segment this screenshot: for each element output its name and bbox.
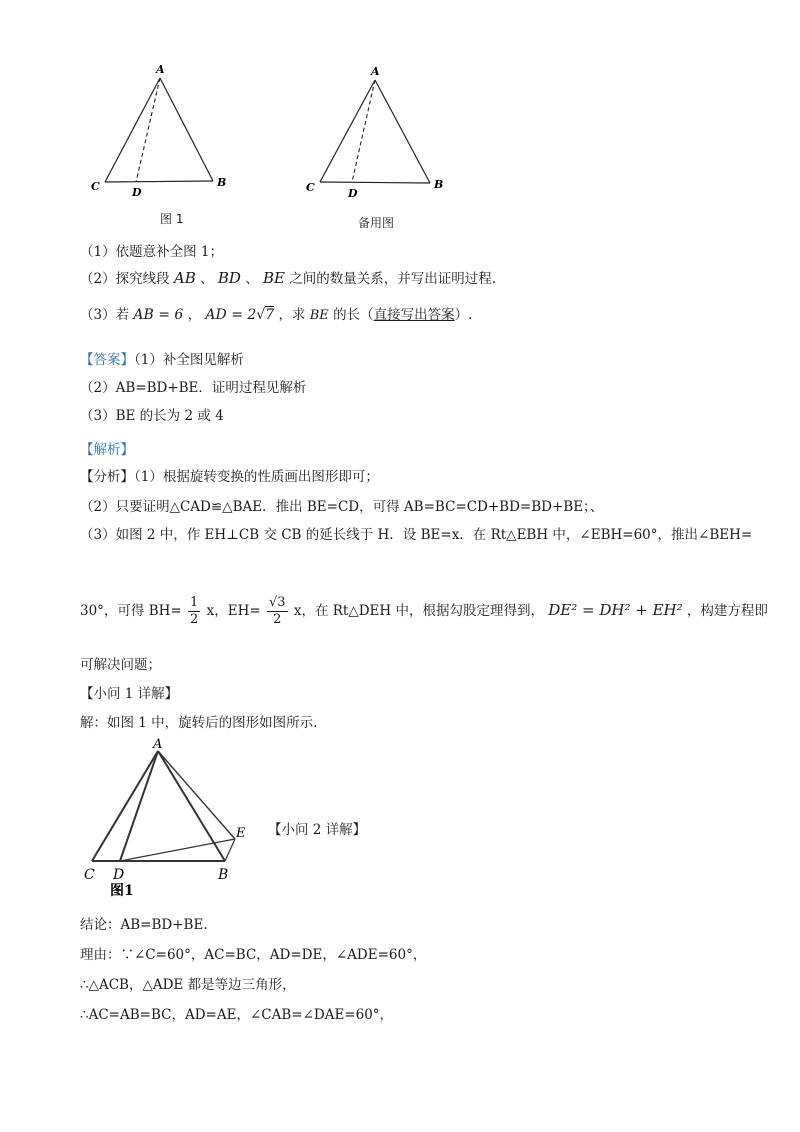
question-3: （3）若 AB = 6 ， AD = 2√7 ，求 BE 的长（直接写出答案）. bbox=[80, 307, 473, 323]
answer-line-1: 【答案】（1）补全图见解析 bbox=[80, 352, 244, 368]
analysis-part-4: 30°，可得 BH= $\frac{1}{2}$ x，EH= $\frac{√3}{2}$ x，在 Rt△DEH 中，根据勾股定理得到， DE² = DH² + EH² ，构建方程即 bbox=[80, 595, 768, 627]
pythagorean-equation: DE² = DH² + EH² bbox=[548, 601, 683, 619]
sub2-conclusion: 结论：AB=BD+BE. bbox=[80, 917, 208, 933]
fig-rot-label-a: A bbox=[153, 737, 163, 752]
fig1-label-d: D bbox=[132, 186, 142, 199]
figure-1 bbox=[85, 55, 250, 205]
fig-rot-label-b: B bbox=[218, 867, 229, 883]
sub1-title: 【小问 1 详解】 bbox=[80, 686, 179, 702]
fig-backup-caption: 备用图 bbox=[358, 216, 395, 230]
fig-rot-label-c: C bbox=[84, 867, 95, 883]
sub2-reason: 理由：∵∠C=60°，AC=BC，AD=DE，∠ADE=60°， bbox=[80, 947, 427, 963]
fig1-label-a: A bbox=[156, 63, 165, 76]
analysis-tag: 【解析】 bbox=[80, 442, 134, 458]
answer-line-2: （2）AB=BD+BE．证明过程见解析 bbox=[80, 380, 307, 396]
analysis-part-2: （2）只要证明△CAD≌△BAE．推出 BE=CD，可得 AB=BC=CD+BD=BD+BE；、 bbox=[80, 499, 604, 515]
fig-rot-label-e: E bbox=[236, 826, 246, 841]
analysis-part-3: （3）如图 2 中，作 EH⊥CB 交 CB 的延长线于 H．设 BE=x．在 Rt△EBH 中，∠EBH=60°，推出∠BEH= bbox=[80, 527, 753, 543]
fig1-caption: 图 1 bbox=[160, 212, 184, 226]
sub1-text: 解：如图 1 中，旋转后的图形如图所示. bbox=[80, 715, 318, 731]
analysis-fenxi: 【分析】（1）根据旋转变换的性质画出图形即可； bbox=[80, 469, 379, 485]
fig1-label-c: C bbox=[91, 180, 100, 193]
sub2-therefore-1: ∴△ACB，△ADE 都是等边三角形， bbox=[80, 977, 296, 993]
fig-backup-label-b: B bbox=[434, 178, 444, 191]
sub2-title: 【小问 2 详解】 bbox=[268, 822, 367, 838]
analysis-part-5: 可解决问题； bbox=[80, 657, 161, 673]
question-1: （1）依题意补全图 1； bbox=[80, 244, 223, 260]
fig-rot-label-d: D bbox=[113, 867, 125, 883]
sub2-therefore-2: ∴AC=AB=BC，AD=AE，∠CAB=∠DAE=60°， bbox=[80, 1007, 394, 1023]
answer-tag: 【答案】 bbox=[80, 352, 134, 368]
fig-backup-label-c: C bbox=[306, 181, 315, 194]
answer-line-3: （3）BE 的长为 2 或 4 bbox=[80, 408, 224, 424]
fig-backup-label-d: D bbox=[348, 187, 358, 200]
fraction-one-half: $\frac{1}{2}$ bbox=[190, 595, 199, 627]
fig-backup-label-a: A bbox=[371, 65, 380, 78]
fig1-label-b: B bbox=[217, 176, 227, 189]
fraction-root3-half: $\frac{√3}{2}$ bbox=[268, 595, 286, 627]
figure-backup bbox=[300, 55, 465, 205]
question-2: （2）探究线段 AB 、 BD 、 BE 之间的数量关系，并写出证明过程. bbox=[80, 269, 497, 287]
figure-rotated bbox=[80, 733, 270, 898]
fig-rot-caption: 图1 bbox=[110, 883, 134, 898]
